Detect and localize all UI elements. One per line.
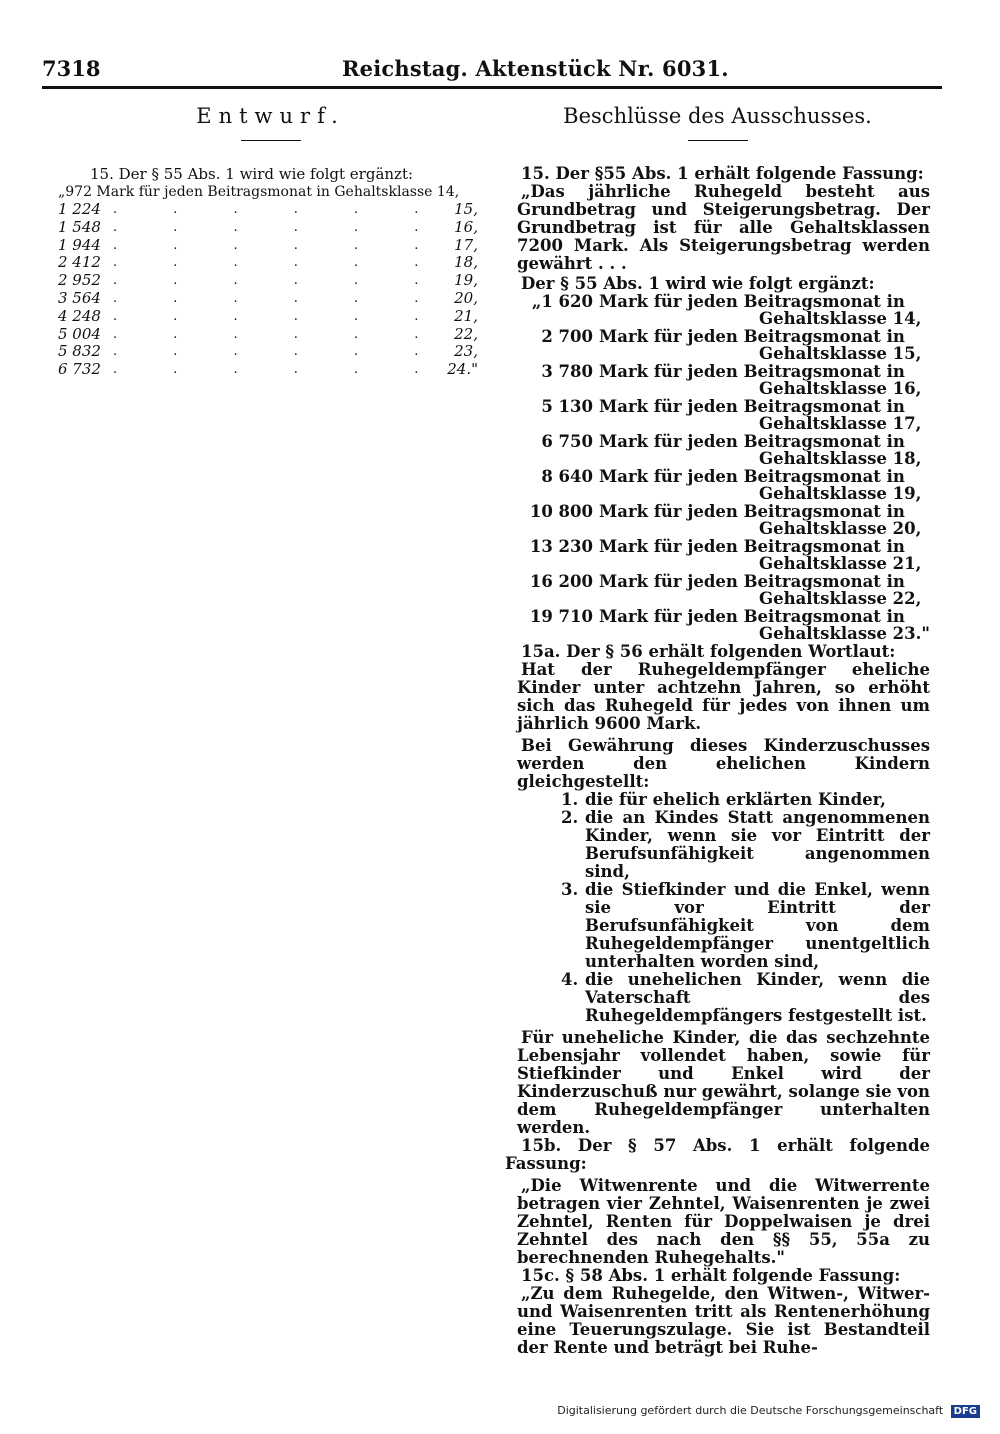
class-cell: 22, [454, 324, 478, 343]
amount-cell: 3 564 [58, 288, 101, 307]
section-15-heading: 15. Der §55 Abs. 1 erhält folgende Fassung: [521, 164, 924, 183]
leader-dots: . . . . . . [112, 308, 445, 324]
section-15a-body2: Bei Gewährung dieses Kinderzuschusses werden den ehelichen Kindern gleichgestellt: [517, 736, 930, 791]
class-cell: 18, [454, 253, 478, 272]
table-row [58, 326, 478, 344]
entry-class: Gehaltsklasse 22, [759, 589, 922, 608]
section-15a-heading: 15a. Der § 56 erhält folgenden Wortlaut: [521, 642, 896, 661]
list-item [505, 293, 930, 328]
title-rule [241, 140, 301, 141]
class-cell: 23, [454, 342, 478, 361]
class-cell: 17, [454, 235, 478, 254]
amount-cell: 4 248 [58, 306, 101, 325]
right-column-title: Beschlüsse des Ausschusses. [563, 104, 872, 128]
class-cell: 19, [454, 271, 478, 290]
section-15b-heading: 15b. Der § 57 Abs. 1 erhält folgende Fassung: [505, 1136, 930, 1173]
table-row [58, 361, 478, 379]
entry-text: Mark für jeden Beitragsmonat in [599, 607, 905, 626]
entry-class: Gehaltsklasse 21, [759, 554, 922, 573]
table-row [58, 343, 478, 361]
amount-cell: 1 224 [58, 200, 101, 218]
class-cell: 16, [454, 217, 478, 236]
entry-amount: 19 710 [529, 607, 593, 626]
list-number: 1. [561, 790, 579, 809]
list-item [561, 881, 930, 971]
title-rule [688, 140, 748, 141]
class-cell: 15, [454, 200, 478, 218]
list-item [561, 971, 930, 1025]
entry-amount: 8 640 [541, 467, 593, 486]
entry-amount: „1 620 [531, 292, 593, 311]
class-cell: 24." [447, 360, 478, 379]
list-item [505, 328, 930, 363]
running-head: Reichstag. Aktenstück Nr. 6031. [342, 56, 729, 81]
right-column [505, 104, 930, 1357]
left-first-row: „972 Mark für jeden Beitragsmonat in Gehaltsklasse 14, [58, 184, 460, 200]
amount-cell: 1 548 [58, 217, 101, 236]
entry-amount: 16 200 [529, 572, 593, 591]
leader-dots: . . . . . . [112, 344, 445, 360]
leader-dots: . . . . . . [112, 273, 445, 289]
class-cell: 20, [454, 288, 478, 307]
leader-dots: . . . . . . [112, 237, 445, 253]
class-cell: 21, [454, 306, 478, 325]
entry-amount: 5 130 [541, 397, 593, 416]
entry-amount: 6 750 [541, 432, 593, 451]
entry-class: Gehaltsklasse 17, [759, 414, 922, 433]
entry-class: Gehaltsklasse 23." [759, 624, 930, 643]
dfg-logo: DFG [951, 1405, 980, 1418]
entry-amount: 13 230 [529, 537, 593, 556]
section-15a-body3: Für uneheliche Kinder, die das sechzehnte Lebensjahr vollendet haben, sowie für Stiefkinder und Enkel wird der Kinderzuschuß nur gewährt, solange sie von dem Ruhegeldempfänger unterhalten werden. [517, 1028, 930, 1137]
entry-text: Mark für jeden Beitragsmonat in [599, 397, 905, 416]
page-footer [557, 1404, 980, 1418]
list-item [505, 503, 930, 538]
section-15a-body: Hat der Ruhegeldempfänger eheliche Kinder unter achtzehn Jahren, so erhöht sich das Ruhegeld für jedes von ihnen um jährlich 9600 Mark. [517, 660, 930, 733]
list-item [505, 468, 930, 503]
entry-text: Mark für jeden Beitragsmonat in [599, 432, 905, 451]
entry-text: Mark für jeden Beitragsmonat in [599, 502, 905, 521]
section-15-amendment: Der § 55 Abs. 1 wird wie folgt ergänzt: [521, 274, 875, 293]
leader-dots: . . . . . . [112, 290, 445, 306]
left-amount-table [58, 201, 478, 379]
entry-class: Gehaltsklasse 14, [759, 309, 922, 328]
amount-cell: 6 732 [58, 360, 101, 379]
amount-cell: 5 832 [58, 342, 101, 361]
section-15b-body: „Die Witwenrente und die Witwerrente betragen vier Zehntel, Waisenrenten je zwei Zehntel, Renten für Doppelwaisen je drei Zehntel des nach den §§ 55, 55a zu berechnenden Ruhegehalts." [517, 1176, 930, 1267]
section-15c-body: „Zu dem Ruhegelde, den Witwen-, Witwer- und Waisenrenten tritt als Rentenerhöhung eine Teuerungszulage. Sie ist Bestandteil der Rente und beträgt bei Ruhe- [517, 1284, 930, 1357]
entry-text: Mark für jeden Beitragsmonat in [599, 537, 905, 556]
table-row [58, 254, 478, 272]
entry-text: Mark für jeden Beitragsmonat in [599, 327, 905, 346]
list-number: 2. [561, 808, 579, 827]
entry-amount: 10 800 [529, 502, 593, 521]
left-column-title: Entwurf. [196, 104, 345, 128]
amount-cell: 1 944 [58, 235, 101, 254]
right-entry-list [505, 293, 930, 643]
leader-dots: . . . . . . [112, 362, 445, 378]
list-item [505, 538, 930, 573]
table-row [58, 219, 478, 237]
entry-class: Gehaltsklasse 19, [759, 484, 922, 503]
left-column [58, 104, 483, 379]
amount-cell: 5 004 [58, 324, 101, 343]
list-item [561, 809, 930, 881]
table-row [58, 201, 478, 219]
list-number: 4. [561, 970, 579, 989]
footer-text: Digitalisierung gefördert durch die Deutsche Forschungsgemeinschaft [557, 1404, 944, 1417]
page-number: 7318 [42, 56, 101, 81]
table-row [58, 237, 478, 255]
list-text: die an Kindes Statt angenommenen Kinder, wenn sie vor Eintritt der Berufsunfähigkeit angenommen sind, [585, 808, 930, 881]
list-text: die unehelichen Kinder, wenn die Vaterschaft des Ruhegeldempfängers festgestellt ist. [585, 970, 930, 1025]
list-item [505, 573, 930, 608]
list-item [505, 433, 930, 468]
list-item [561, 791, 930, 809]
entry-text: Mark für jeden Beitragsmonat in [599, 467, 905, 486]
leader-dots: . . . . . . [112, 202, 445, 217]
leader-dots: . . . . . . [112, 326, 445, 342]
amount-cell: 2 952 [58, 271, 101, 290]
section-15c-heading: 15c. § 58 Abs. 1 erhält folgende Fassung: [521, 1266, 901, 1285]
list-text: die Stiefkinder und die Enkel, wenn sie vor Eintritt der Berufsunfähigkeit von dem Ruhegeldempfänger unentgeltlich unterhalten worden sind, [585, 880, 930, 971]
entry-class: Gehaltsklasse 15, [759, 344, 922, 363]
section-15-body: „Das jährliche Ruhegeld besteht aus Grundbetrag und Steigerungsbetrag. Der Grundbetrag ist für alle Gehaltsklassen 7200 Mark. Als Steigerungsbetrag werden gewährt . . . [517, 182, 930, 273]
list-item [505, 608, 930, 643]
entry-text: Mark für jeden Beitragsmonat in [599, 292, 905, 311]
entry-amount: 2 700 [541, 327, 593, 346]
list-text: die für ehelich erklärten Kinder, [585, 790, 886, 809]
leader-dots: . . . . . . [112, 255, 445, 271]
entry-class: Gehaltsklasse 20, [759, 519, 922, 538]
entry-class: Gehaltsklasse 16, [759, 379, 922, 398]
left-intro: 15. Der § 55 Abs. 1 wird wie folgt ergänzt: [90, 165, 414, 183]
page-header [42, 56, 942, 86]
table-row [58, 290, 478, 308]
entry-amount: 3 780 [541, 362, 593, 381]
table-row [58, 272, 478, 290]
leader-dots: . . . . . . [112, 219, 445, 235]
amount-cell: 2 412 [58, 253, 101, 272]
entry-class: Gehaltsklasse 18, [759, 449, 922, 468]
entry-text: Mark für jeden Beitragsmonat in [599, 362, 905, 381]
list-item [505, 398, 930, 433]
list-number: 3. [561, 880, 579, 899]
header-rule [42, 86, 942, 89]
numbered-list [505, 791, 930, 1025]
entry-text: Mark für jeden Beitragsmonat in [599, 572, 905, 591]
list-item [505, 363, 930, 398]
table-row [58, 308, 478, 326]
